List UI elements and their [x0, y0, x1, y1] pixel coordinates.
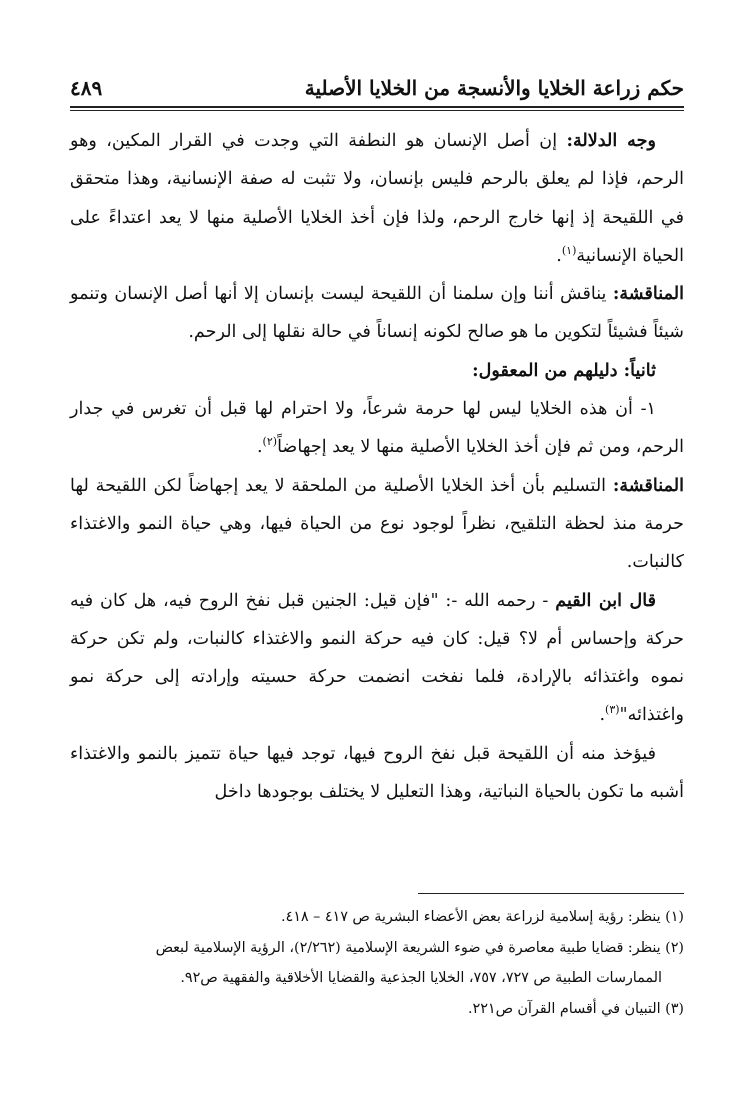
running-header — [70, 68, 684, 104]
paragraph-conclusion — [70, 735, 684, 812]
paragraph-quote — [70, 582, 684, 735]
footnote-1: (١) ينظر: رؤية إسلامية لزراعة بعض الأعضاء البشرية ص ٤١٧ – ٤١٨. — [281, 909, 684, 925]
section-heading — [70, 352, 684, 390]
footnote-ref: (٣) — [605, 703, 620, 717]
footnotes — [70, 902, 684, 1024]
paragraph-text: إن أصل الإنسان هو النطفة التي وجدت في القرار المكين، وهو الرحم، فإذا لم يعلق بالرحم فليس بإنسان، ولا تثبت له صفة الإنسانية، وهذا متحقق في اللقيحة إذ إنها خارج الرحم، ولذا فإن أخذ الخلايا الأصلية منها لا يعد اعتداءً على الحياة الإنسانية — [70, 131, 684, 266]
paragraph-tail: . — [599, 705, 606, 726]
paragraph-text: - رحمه الله -: "فإن قيل: الجنين قبل نفخ الروح فيه، هل كان فيه حركة وإحساس أم لا؟ قيل: كان فيه حركة النمو والاغتذاء كالنبات، ولم تكن حركة نموه واغتذائه بالإرادة، فلما نفخت انضمت حركة حسيته وإرادته إلى حركة نمو واغتذائه" — [70, 590, 684, 726]
header-title: حكم زراعة الخلايا والأنسجة من الخلايا الأصلية — [304, 76, 684, 100]
paragraph-tail: . — [556, 245, 562, 266]
paragraph-text: يناقش أننا وإن سلمنا أن اللقيحة ليست بإنسان إلا أنها أصل الإنسان وتنمو شيئاً فشيئاً لتكوين ما هو صالح لكونه إنساناً في حالة نقلها إلى الرحم. — [70, 284, 684, 343]
paragraph-lead: المناقشة: — [612, 474, 684, 496]
footnote-3: (٣) التبيان في أقسام القرآن ص٢٢١. — [467, 1000, 684, 1017]
footnote-ref: (١) — [561, 244, 577, 258]
paragraph-lead: قال ابن القيم — [555, 589, 656, 611]
paragraph-discussion-1 — [70, 275, 684, 352]
footnote-2: (٢) ينظر: قضايا طبية معاصرة في ضوء الشريعة الإسلامية (٢/٢٦٢)، الرؤية الإسلامية لبعض — [155, 939, 684, 956]
paragraph-text: ١- أن هذه الخلايا ليس لها حرمة شرعاً، ولا احترام لها قبل أن تغرس في جدار الرحم، ومن ثم فإن أخذ الخلايا الأصلية منها لا يعد إجهاضاً — [70, 399, 684, 458]
paragraph-point-1 — [70, 390, 684, 467]
paragraph-discussion-2 — [70, 467, 684, 582]
paragraph-text: التسليم بأن أخذ الخلايا الأصلية من الملحقة لا يعد إجهاضاً لكن اللقيحة لها حرمة منذ لحظة التلقيح، نظراً لوجود نوع من الحياة فيها، وهي حياة النمو والاغتذاء كالنبات. — [70, 475, 684, 573]
paragraph-text: فيؤخذ منه أن اللقيحة قبل نفخ الروح فيها، توجد فيها حياة تتميز بالنمو والاغتذاء أشبه ما تكون بالحياة النباتية، وهذا التعليل لا يختلف بوجودها داخل — [70, 743, 684, 803]
page-number: ٤٨٩ — [70, 76, 103, 100]
paragraph-lead: المناقشة: — [612, 283, 684, 305]
footnote-2-continued: الممارسات الطبية ص ٧٢٧، ٧٥٧، الخلايا الجذعية والقضايا الأخلاقية والفقهية ص٩٢. — [180, 970, 662, 986]
heading-text: ثانياً: دليلهم من المعقول: — [472, 359, 656, 381]
paragraph-tail: . — [256, 437, 263, 458]
paragraph-evidence — [70, 122, 684, 275]
paragraph-lead: وجه الدلالة: — [566, 130, 656, 151]
footnote-separator — [418, 893, 684, 894]
footnote-ref: (٢) — [262, 435, 278, 449]
main-text — [70, 122, 684, 811]
header-rule — [70, 106, 684, 111]
